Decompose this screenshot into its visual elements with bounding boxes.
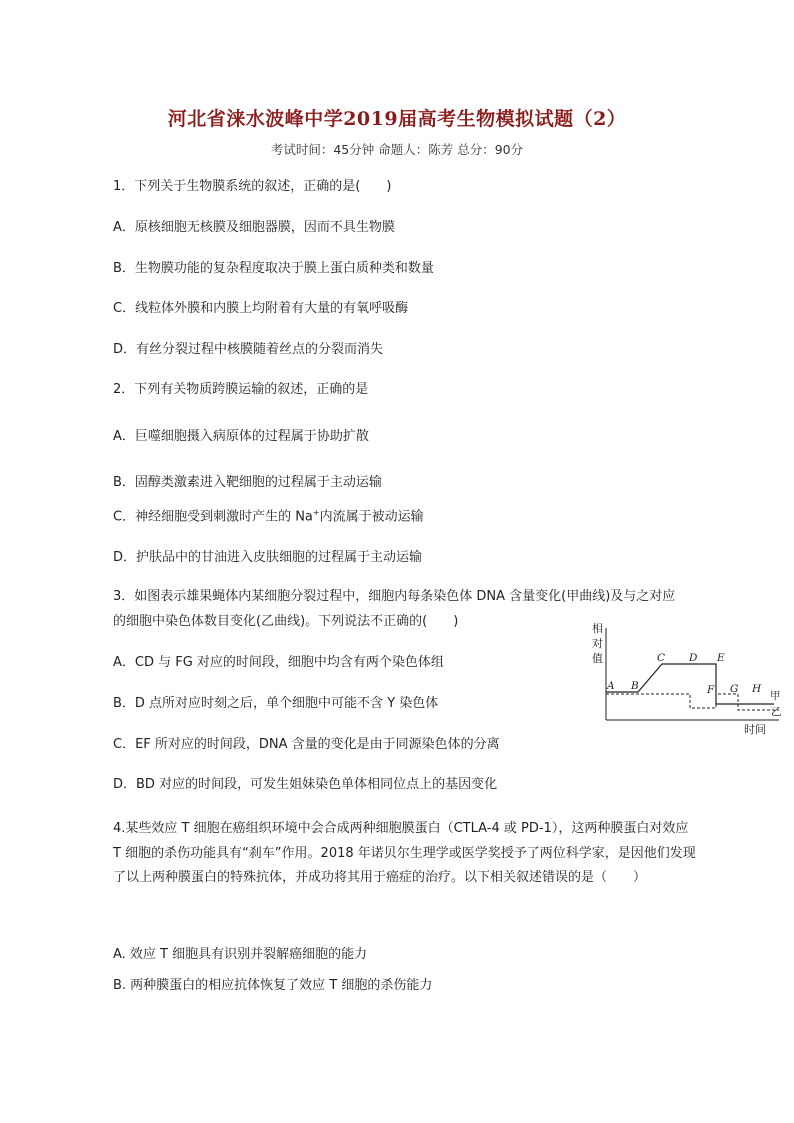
q4-option-b: B. 两种膜蛋白的相应抗体恢复了效应 T 细胞的杀伤能力 <box>113 978 433 993</box>
q2-option-c-sup: + <box>312 508 320 517</box>
q2-option-d: D．护肤品中的甘油进入皮肤细胞的过程属于主动运输 <box>113 550 423 565</box>
q1-option-d: D．有丝分裂过程中核膜随着丝点的分裂而消失 <box>113 342 384 357</box>
y-label-1: 相 <box>592 622 603 635</box>
q3-option-a: A．CD 与 FG 对应的时间段，细胞中均含有两个染色体组 <box>113 655 444 670</box>
exam-subtitle: 考试时间：45分钟 命题人：陈芳 总分：90分 <box>270 142 524 157</box>
q1-stem: 1．下列关于生物膜系统的叙述，正确的是( ) <box>113 179 392 194</box>
q4-option-a: A. 效应 T 细胞具有识别并裂解癌细胞的能力 <box>113 947 368 962</box>
q2-option-a: A．巨噬细胞摄入病原体的过程属于协助扩散 <box>113 429 369 444</box>
point-g: G <box>730 683 739 695</box>
point-h: H <box>752 683 762 695</box>
curve-yi <box>606 694 779 710</box>
q2-option-c-post: 内流属于被动运输 <box>319 509 424 525</box>
y-label-3: 值 <box>592 652 603 665</box>
y-label-2: 对 <box>592 637 603 650</box>
exam-title: 河北省涞水波峰中学2019届高考生物模拟试题（2） <box>167 108 627 130</box>
q2-option-b: B．固醇类激素进入靶细胞的过程属于主动运输 <box>113 475 382 490</box>
point-c: C <box>657 652 666 664</box>
q1-option-b: B．生物膜功能的复杂程度取决于膜上蛋白质种类和数量 <box>113 261 434 276</box>
q2-option-c <box>113 504 424 526</box>
point-a: A <box>607 680 615 692</box>
q3-option-c: C．EF 所对应的时间段，DNA 含量的变化是由于同源染色体的分离 <box>113 737 500 752</box>
curve-jia-label: 甲 <box>770 690 781 702</box>
q3-option-d: D．BD 对应的时间段，可发生姐妹染色单体相同位点上的基因变化 <box>113 777 498 792</box>
q2-stem: 2．下列有关物质跨膜运输的叙述，正确的是 <box>113 382 369 397</box>
point-e: E <box>717 652 725 664</box>
point-d: D <box>689 652 698 664</box>
q3-stem: 3．如图表示雄果蝇体内某细胞分裂过程中，细胞内每条染色体 DNA 含量变化(甲曲线)及与之对应的细胞中染色体数目变化(乙曲线)。下列说法不正确的( ) <box>113 589 676 629</box>
q3-option-b: B．D 点所对应时刻之后，单个细胞中可能不含 Y 染色体 <box>113 696 439 711</box>
q4-stem: 4.某些效应 T 细胞在癌组织环境中会合成两种细胞膜蛋白（CTLA-4 或 PD-1），这两种膜蛋白对效应 T 细胞的杀伤功能具有“刹车”作用。2018 年诺贝尔生理学或医学奖授予了两位科学家，是因他们发现了以上两种膜蛋白的特殊抗体，并成功将其用于癌症的治疗。以下相关叙述错误的是（ ） <box>113 821 696 885</box>
point-b: B <box>631 680 639 692</box>
q3-figure <box>574 620 784 740</box>
point-f: F <box>707 684 715 696</box>
q1-option-a: A．原核细胞无核膜及细胞器膜，因而不具生物膜 <box>113 220 395 235</box>
q2-option-c-pre: C．神经细胞受到刺激时产生的 Na <box>113 509 313 525</box>
x-label: 时间 <box>744 723 766 736</box>
q1-option-c: C．线粒体外膜和内膜上均附着有大量的有氧呼吸酶 <box>113 301 409 316</box>
curve-yi-label: 乙 <box>771 706 782 718</box>
